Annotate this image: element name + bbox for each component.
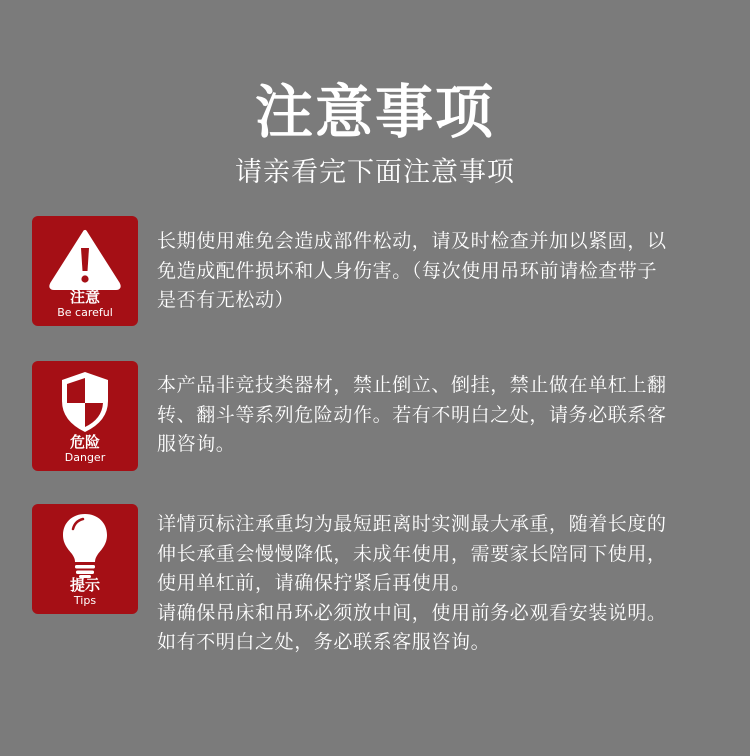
notice-line: 如有不明白之处，务必联系客服咨询。 (157, 631, 491, 653)
tips-badge (32, 504, 138, 614)
notice-line: 详情页标注承重均为最短距离时实测最大承重，随着长度的 (157, 513, 667, 535)
notice-text-be-careful (157, 227, 717, 316)
badge-label-cn: 注意 (69, 288, 100, 306)
badge-label-cn: 提示 (69, 576, 100, 594)
notice-line: 转、翻斗等系列危险动作。若有不明白之处，请务必联系客 (157, 403, 667, 426)
page-subtitle: 请亲看完下面注意事项 (235, 157, 515, 188)
notice-line: 请确保吊床和吊环必须放中间，使用前务必观看安装说明。 (157, 601, 667, 624)
badge-label-cn: 危险 (69, 433, 100, 451)
notice-line: 长期使用难免会造成部件松动，请及时检查并加以紧固，以 (157, 230, 667, 252)
danger-badge (32, 361, 138, 471)
notice-text-tips (157, 510, 717, 658)
notice-line: 免造成配件损坏和人身伤害。（每次使用吊环前请检查带子 (157, 259, 658, 282)
notice-line: 本产品非竞技类器材，禁止倒立、倒挂，禁止做在单杠上翻 (157, 374, 667, 396)
notice-line: 服咨询。 (157, 433, 236, 455)
notice-text-danger (157, 371, 717, 460)
notice-line: 是否有无松动） (157, 289, 295, 311)
warning-triangle-icon (32, 224, 138, 290)
badge-label-en: Tips (73, 594, 97, 607)
badge-label-en: Danger (64, 451, 106, 464)
shield-icon (32, 369, 138, 435)
notice-line: 伸长承重会慢慢降低，未成年使用，需要家长陪同下使用， (157, 542, 667, 565)
lightbulb-icon (32, 512, 138, 578)
notice-line: 使用单杠前，请确保拧紧后再使用。 (157, 572, 471, 594)
page-title: 注意事项 (254, 78, 495, 146)
be-careful-badge (32, 216, 138, 326)
badge-label-en: Be careful (57, 306, 113, 319)
